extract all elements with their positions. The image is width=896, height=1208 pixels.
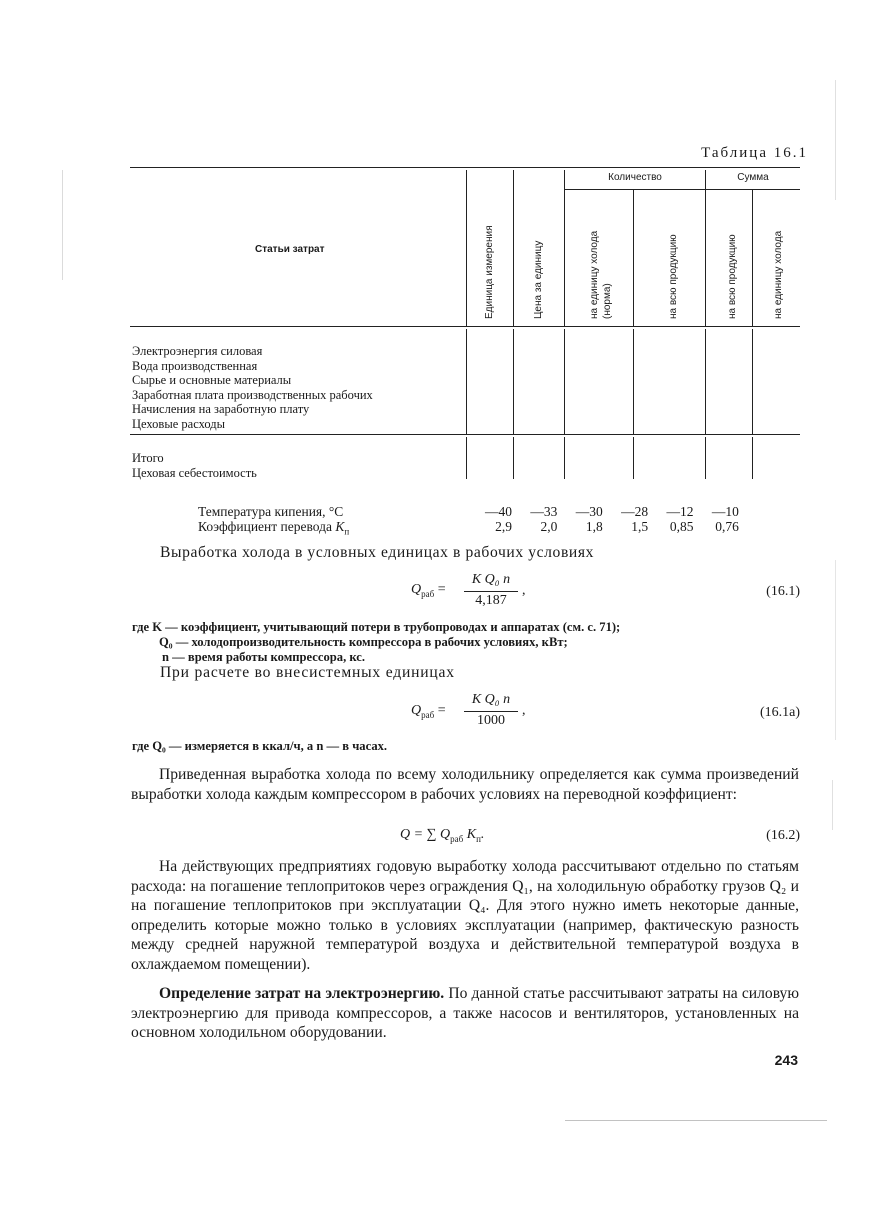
coef-value: 2,9 bbox=[495, 519, 512, 534]
col-rule bbox=[633, 190, 634, 326]
paragraph-5-heading: Определение затрат на электроэнергию. bbox=[159, 985, 445, 1002]
eq2-fraction-bar bbox=[464, 711, 518, 712]
temp-value: —28 bbox=[621, 504, 649, 519]
where-line: n — время работы компрессора, кс. bbox=[162, 650, 366, 664]
scan-edge-mark bbox=[835, 80, 836, 200]
paragraph-5-text: По данной статье рассчитывают затраты на силовую электроэнергию для привода компрессоров, а также насосов и вентиляторов, установленных на основном холодильном оборудовании. bbox=[131, 985, 799, 1041]
coef-value: 0,76 bbox=[715, 519, 739, 534]
col-rule bbox=[513, 329, 514, 434]
col-rule bbox=[466, 329, 467, 434]
col-rule bbox=[705, 170, 706, 326]
header-unit: Единица измерения bbox=[484, 225, 495, 319]
eq1-lhs-sub: раб bbox=[421, 588, 435, 599]
coef-label bbox=[198, 519, 349, 537]
scan-edge-mark bbox=[62, 170, 63, 280]
table-row: Электроэнергия силовая bbox=[132, 344, 263, 358]
temp-value: —30 bbox=[575, 504, 603, 519]
header-qty-total: на всю продукцию bbox=[668, 234, 679, 319]
where-line: Q₀ — холодопроизводительность компрессора в рабочих условиях, кВт; bbox=[159, 635, 568, 649]
scan-edge-mark bbox=[835, 560, 836, 740]
coef-symbol: K bbox=[335, 519, 345, 534]
coef-value: 1,8 bbox=[585, 519, 603, 534]
where-block-2: где Q₀ — измеряется в ккал/ч, а n — в часах. bbox=[132, 739, 388, 753]
col-rule bbox=[564, 329, 565, 434]
table-totals bbox=[132, 451, 257, 480]
group-rule bbox=[565, 189, 800, 190]
eq2-tail: , bbox=[522, 703, 526, 718]
eq3-body bbox=[400, 827, 484, 844]
temp-label: Температура кипения, °С bbox=[198, 504, 344, 519]
table-row: Вода производственная bbox=[132, 358, 258, 373]
temp-value: —40 bbox=[485, 504, 512, 519]
eq2-numerator: K Q₀ n bbox=[471, 692, 511, 707]
col-rule bbox=[752, 437, 753, 479]
eq2-lhs-sub: раб bbox=[421, 709, 435, 720]
coef-sub: п bbox=[344, 526, 350, 537]
col-rule bbox=[752, 329, 753, 434]
eq1-lhs: $Q_{раб}$ = bbox=[411, 582, 446, 599]
eq2-number: (16.1a) bbox=[759, 705, 800, 720]
header-items: Статьи затрат bbox=[255, 244, 325, 255]
eq1-numerator: K Q₀ n bbox=[471, 572, 511, 587]
col-rule bbox=[705, 437, 706, 479]
col-rule bbox=[466, 170, 467, 326]
col-rule bbox=[633, 437, 634, 479]
where-line: где K — коэффициент, учитывающий потери в трубопроводах и аппаратах (см. с. 71); bbox=[132, 620, 621, 634]
table-top-rule bbox=[130, 167, 800, 168]
coef-value: 2,0 bbox=[540, 519, 558, 534]
col-rule bbox=[705, 329, 706, 434]
temp-values bbox=[470, 504, 739, 520]
eq3-tail-sub: п bbox=[476, 833, 481, 844]
col-rule bbox=[752, 190, 753, 326]
col-rule bbox=[564, 170, 565, 326]
eq3-tail: K bbox=[463, 827, 477, 842]
table-row: Начисления на заработную плату bbox=[132, 402, 310, 416]
eq2-lhs-symbol: Q bbox=[411, 703, 422, 718]
temp-value: —12 bbox=[666, 504, 694, 519]
scan-edge-mark bbox=[832, 780, 833, 830]
header-sum-total: на всю продукцию bbox=[727, 234, 738, 319]
coef-value: 0,85 bbox=[669, 519, 694, 534]
eq1-tail: , bbox=[522, 583, 526, 598]
paragraph-5 bbox=[131, 984, 799, 1043]
table-row: Цеховые расходы bbox=[132, 416, 226, 431]
eq3-sub: раб bbox=[450, 833, 464, 844]
header-sum-per-unit: на единицу холода bbox=[773, 230, 784, 319]
header-qty-per-unit: на единицу холода bbox=[589, 230, 600, 319]
eq2-lhs: $Q_{раб}$ = bbox=[411, 703, 446, 720]
coef-label-text: Коэффициент перевода bbox=[198, 519, 333, 534]
table-row-total: Цеховая себестоимость bbox=[132, 465, 257, 480]
scan-edge-mark bbox=[565, 1120, 827, 1121]
eq3-number: (16.2) bbox=[766, 828, 800, 843]
temp-value: —33 bbox=[530, 504, 558, 519]
eq1-lhs-symbol: Q bbox=[411, 582, 422, 597]
col-rule bbox=[513, 437, 514, 479]
table-row: Заработная плата производственных рабочих bbox=[132, 387, 373, 402]
eq1-denominator: 4,187 bbox=[475, 593, 507, 608]
rows-bottom-rule bbox=[130, 434, 800, 435]
table-row: Сырье и основные материалы bbox=[132, 373, 292, 387]
eq3-end: . bbox=[480, 827, 485, 842]
eq2-denominator: 1000 bbox=[477, 713, 505, 728]
header-bottom-rule bbox=[130, 326, 800, 327]
coef-values bbox=[470, 519, 739, 535]
eq1-fraction-bar bbox=[464, 591, 518, 592]
table-rows bbox=[132, 344, 373, 431]
header-price: Цена за единицу bbox=[533, 240, 544, 319]
paragraph-3: Приведенная выработка холода по всему холодильнику определяется как сумма произведений выработки холода каждым компрессором в рабочих условиях на переводной коэффициент: bbox=[131, 766, 799, 803]
temp-value: —10 bbox=[711, 504, 739, 519]
table-row-total: Итого bbox=[132, 451, 164, 465]
header-group-quantity: Количество bbox=[608, 172, 662, 183]
coef-value: 1,5 bbox=[631, 519, 649, 534]
eq1-number: (16.1) bbox=[766, 584, 800, 599]
paragraph-2: При расчете во внесистемных единицах bbox=[160, 664, 455, 681]
where-block-1 bbox=[132, 620, 620, 665]
page-number: 243 bbox=[774, 1052, 798, 1068]
col-rule bbox=[513, 170, 514, 326]
table-caption: Таблица 16.1 bbox=[701, 145, 808, 161]
eq3-text: Q = ∑ Q bbox=[400, 827, 451, 842]
header-qty-per-unit-norm: (норма) bbox=[602, 283, 613, 319]
col-rule bbox=[466, 437, 467, 479]
paragraph-1: Выработка холода в условных единицах в рабочих условиях bbox=[160, 544, 595, 561]
col-rule bbox=[564, 437, 565, 479]
header-group-sum: Сумма bbox=[737, 172, 769, 183]
col-rule bbox=[633, 329, 634, 434]
paragraph-4: На действующих предприятиях годовую выработку холода рассчитывают отдельно по статьям расхода: на погашение теплопритоков через ограждения Q₁, на холодильную обработку грузов Q₂ и на погашение теплопритоков при эксплуатации Q₄. Для этого нужно иметь некоторые данные, определить которые можно только в условиях эксплуатации (например, фактическую разность между средней наружной температурой воздуха и действительной температурой воздуха в охлаждаемом помещении). bbox=[131, 858, 799, 973]
